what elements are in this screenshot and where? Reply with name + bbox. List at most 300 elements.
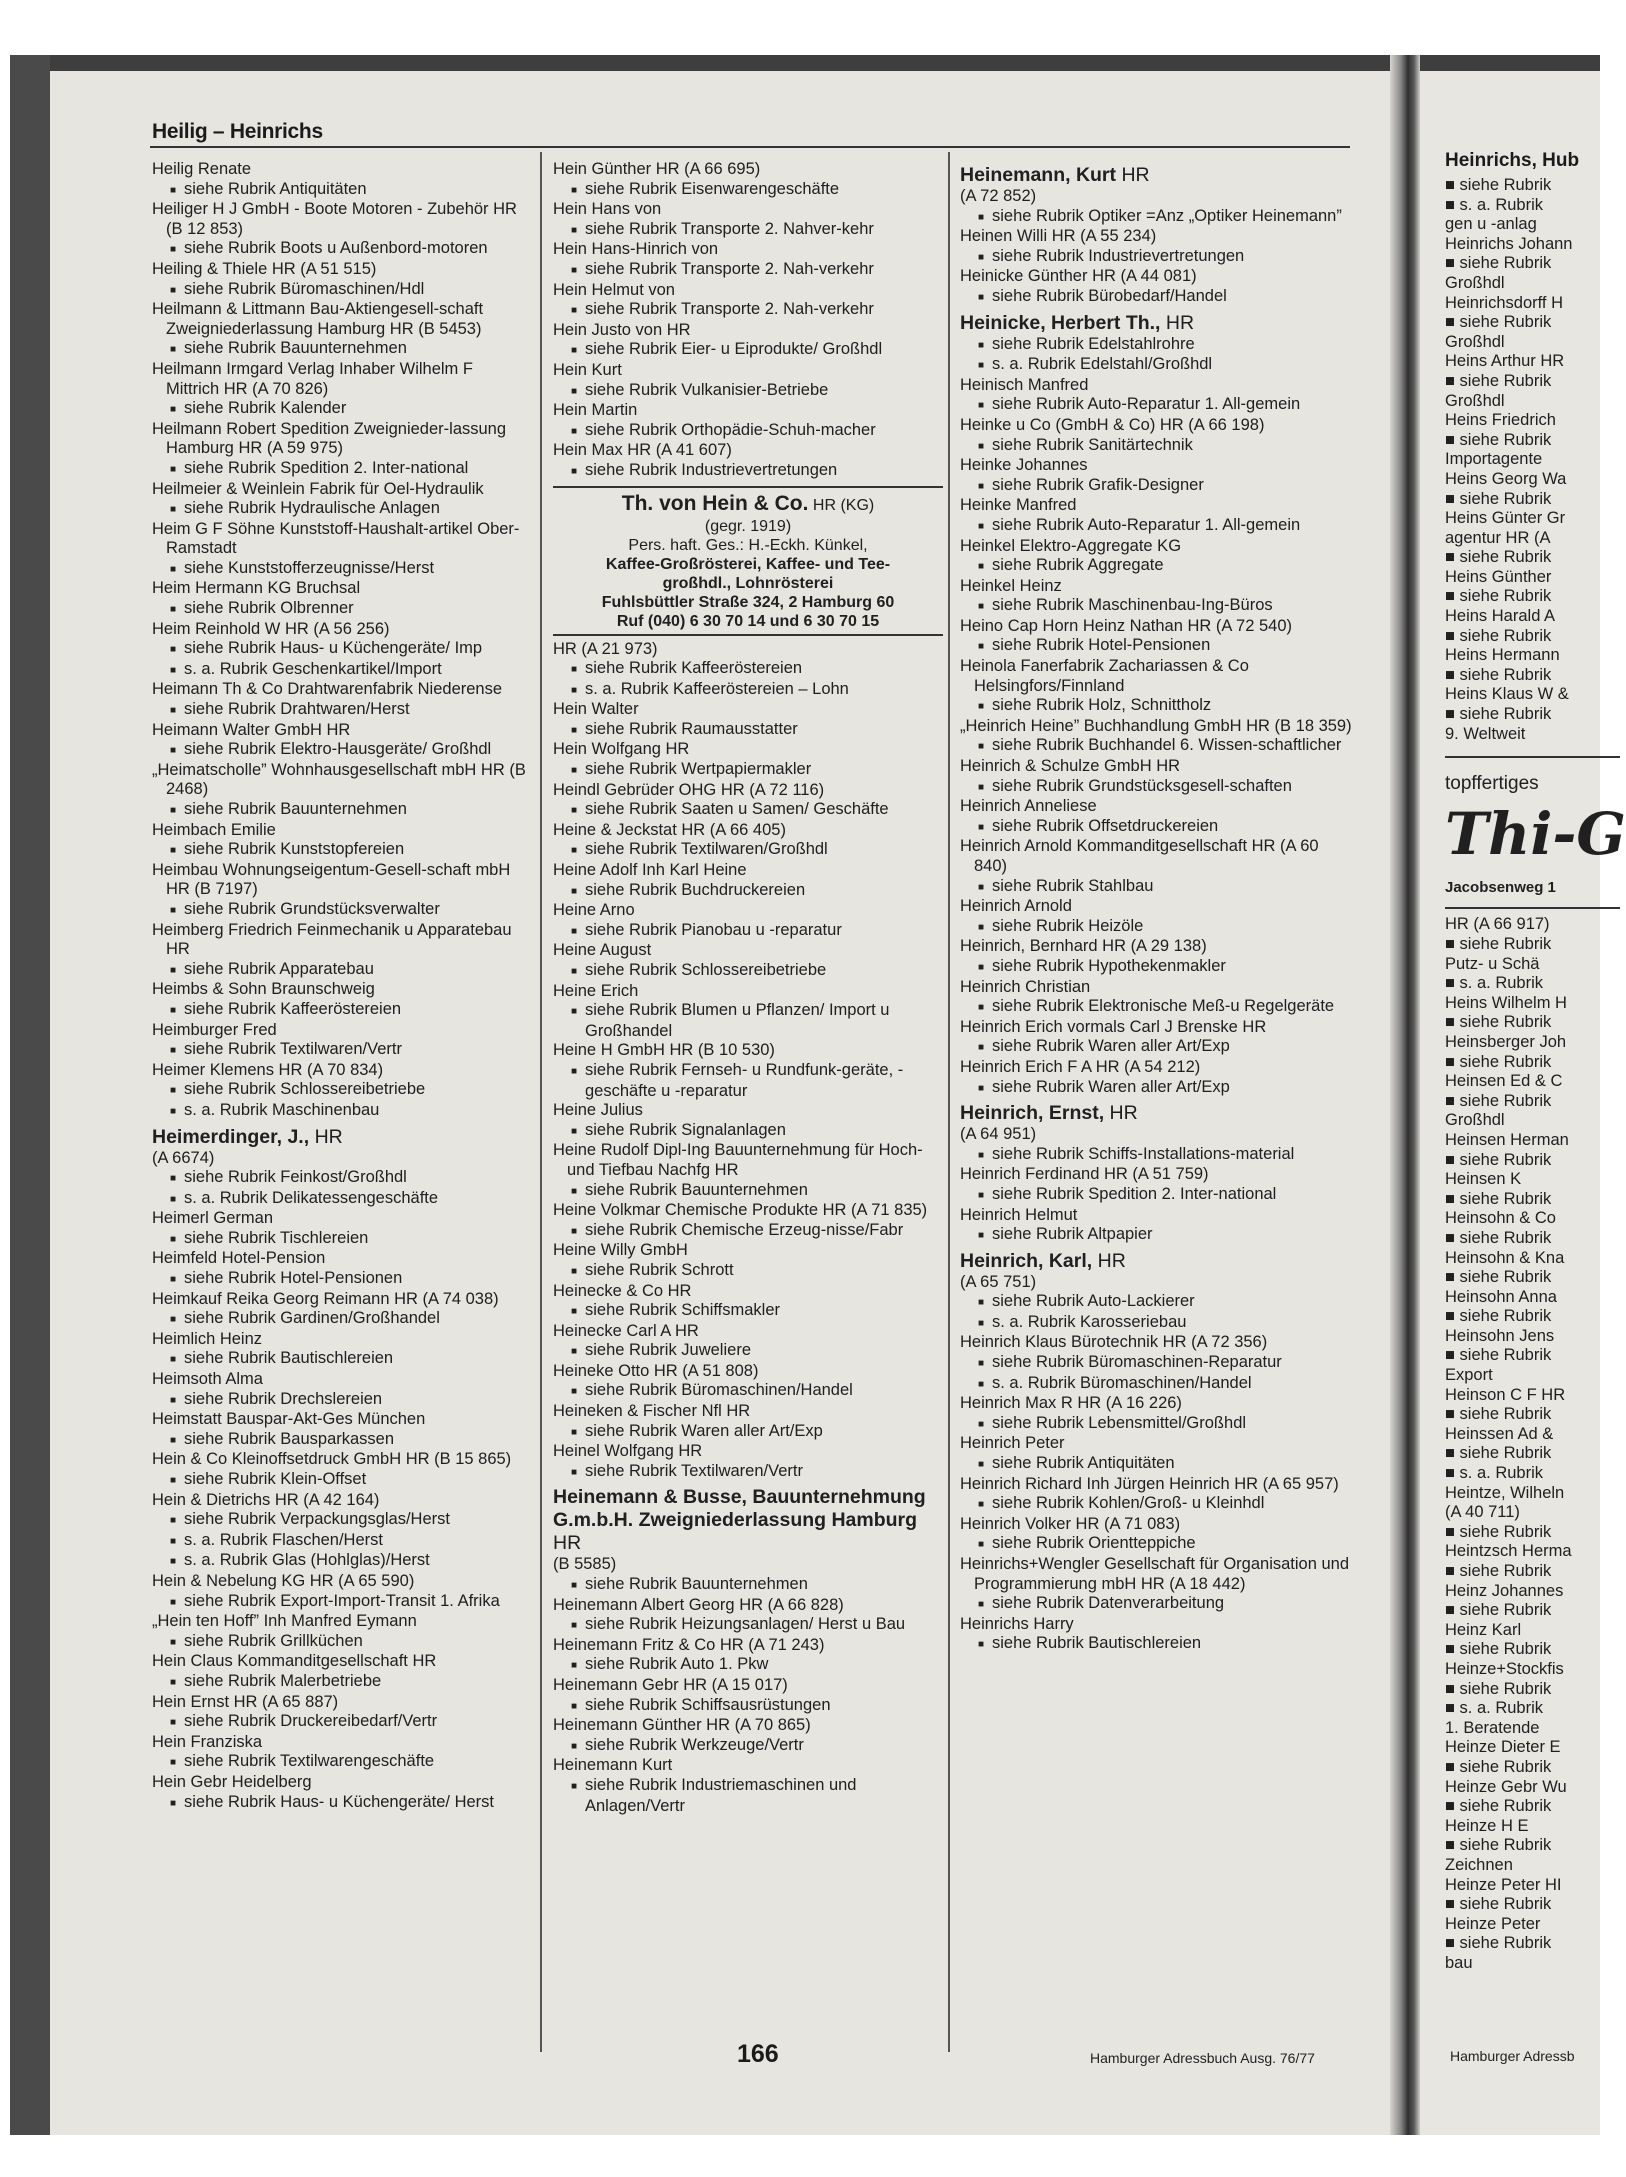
rubrik-reference: ■ s. a. Rubrik Delikatessengeschäfte <box>152 1189 528 1210</box>
rubrik-reference: ■ siehe Rubrik Kalender <box>152 399 528 420</box>
directory-entry: „Heimatscholle” Wohnhausgesellschaft mbH HR (B 2468) <box>152 760 526 799</box>
rubrik-reference: ■ siehe Rubrik Holz, Schnittholz <box>960 696 1355 717</box>
highlighted-entry <box>152 1126 528 1149</box>
directory-entry: Heiling & Thiele HR (A 51 515) <box>152 259 377 278</box>
right-page-line: Heinsohn & Kna <box>1445 1248 1565 1267</box>
rubrik-reference: ■ siehe Rubrik Bauunternehmen <box>152 339 528 360</box>
right-page-line: ■ s. a. Rubrik <box>1445 974 1543 993</box>
right-page-line: ■ s. a. Rubrik <box>1445 1699 1543 1718</box>
right-page-line: Heinsen K <box>1445 1170 1522 1189</box>
rubrik-reference: ■ siehe Rubrik Offsetdruckereien <box>960 817 1355 838</box>
right-page-line: 9. Weltweit <box>1445 724 1526 743</box>
right-page-line: ■ s. a. Rubrik <box>1445 195 1543 214</box>
ad-line: Pers. haft. Ges.: H.-Eckh. Künkel, <box>628 536 868 554</box>
rubrik-reference: ■ siehe Rubrik Transporte 2. Nahver-kehr <box>553 220 943 241</box>
right-page-line: ■ siehe Rubrik <box>1445 1052 1552 1071</box>
right-page-line: Heintze, Wilheln <box>1445 1483 1565 1502</box>
rubrik-reference: ■ siehe Rubrik Auto-Reparatur 1. All-gemein <box>960 516 1355 537</box>
directory-entry: Heinrich Arnold Kommanditgesellschaft HR (A 60 840) <box>960 837 1319 875</box>
rubrik-reference: ■ siehe Rubrik Elektronische Meß-u Regelgeräte <box>960 997 1355 1018</box>
book-spine <box>1390 55 1420 2135</box>
rubrik-reference: ■ siehe Rubrik Textilwarengeschäfte <box>152 1752 528 1773</box>
right-page-line: Heinsohn Jens <box>1445 1326 1555 1345</box>
directory-entry: Heimbau Wohnungseigentum-Gesell-schaft mbH HR (B 7197) <box>152 860 511 899</box>
right-page-line: ■ siehe Rubrik <box>1445 548 1552 567</box>
rubrik-reference: ■ s. a. Rubrik Geschenkartikel/Import <box>152 660 528 681</box>
right-page-line: ■ siehe Rubrik <box>1445 1679 1552 1698</box>
right-page-line: ■ siehe Rubrik <box>1445 176 1552 194</box>
directory-entry: Heinrich & Schulze GmbH HR <box>960 757 1181 776</box>
highlighted-entry-hr: HR <box>309 1125 343 1148</box>
rubrik-reference: ■ siehe Rubrik Pianobau u -reparatur <box>553 921 943 942</box>
right-page-footer: Hamburger Adressb <box>1450 2048 1575 2064</box>
right-page-line: gen u -anlag <box>1445 215 1537 234</box>
right-page-line: Heinz Johannes <box>1445 1581 1564 1600</box>
highlighted-entry-hr: HR <box>1116 164 1150 186</box>
directory-entry: Hein Kurt <box>553 360 622 379</box>
ad-line: Kaffee-Großrösterei, Kaffee- und Tee- <box>605 555 891 573</box>
right-page-line: Heinsohn & Co <box>1445 1209 1556 1228</box>
directory-entry: Heimfeld Hotel-Pension <box>152 1249 326 1268</box>
directory-entry: Hein Claus Kommanditgesellschaft HR <box>152 1652 437 1671</box>
right-page-top-list <box>1445 176 1620 744</box>
page-header-title: Heilig – Heinrichs <box>152 120 323 143</box>
rubrik-reference: ■ siehe Rubrik Olbrenner <box>152 599 528 620</box>
directory-entry: HR (A 21 973) <box>553 639 658 658</box>
rubrik-reference: ■ siehe Rubrik Gardinen/Großhandel <box>152 1309 528 1330</box>
right-page-line: Heins Klaus W & <box>1445 685 1569 704</box>
directory-entry: Heinisch Manfred <box>960 375 1089 394</box>
rubrik-reference: ■ siehe Rubrik Optiker =Anz „Optiker Heinemann” <box>960 207 1355 228</box>
rubrik-reference: ■ s. a. Rubrik Maschinenbau <box>152 1101 528 1122</box>
rubrik-reference: ■ siehe Rubrik Textilwaren/Großhdl <box>553 840 943 861</box>
right-page-line: Export <box>1445 1366 1493 1385</box>
rubrik-reference: ■ siehe Kunststofferzeugnisse/Herst <box>152 559 528 580</box>
rubrik-reference: ■ siehe Rubrik Vulkanisier-Betriebe <box>553 381 943 402</box>
right-page-line: HR (A 66 917) <box>1445 915 1550 934</box>
directory-column-2 <box>553 160 943 1816</box>
rubrik-reference: ■ siehe Rubrik Malerbetriebe <box>152 1672 528 1693</box>
directory-entry: Heilmann & Littmann Bau-Aktiengesell-schaft Zweigniederlassung Hamburg HR (B 5453) <box>152 300 484 338</box>
rubrik-reference: ■ siehe Rubrik Transporte 2. Nah-verkehr <box>553 300 943 321</box>
directory-entry: Heimkauf Reika Georg Reimann HR (A 74 038) <box>152 1289 499 1308</box>
rubrik-reference: ■ siehe Rubrik Haus- u Küchengeräte/ Imp <box>152 639 528 660</box>
right-page-line: Heinsberger Joh <box>1445 1032 1567 1051</box>
directory-entry: (A 65 751) <box>960 1272 1037 1291</box>
right-page-line: ■ siehe Rubrik <box>1445 935 1552 953</box>
directory-entry: Heinrichs+Wengler Gesellschaft für Organisation und Programmierung mbH HR (A 18 442) <box>960 1555 1350 1593</box>
rubrik-reference: ■ siehe Rubrik Saaten u Samen/ Geschäfte <box>553 800 943 821</box>
highlighted-entry-name: Heimerdinger, J., <box>152 1125 310 1148</box>
rubrik-reference: ■ siehe Rubrik Heizungsanlagen/ Herst u Bau <box>553 1615 943 1636</box>
rubrik-reference: ■ siehe Rubrik Heizöle <box>960 917 1355 938</box>
rubrik-reference: ■ s. a. Rubrik Kaffeeröstereien – Lohn <box>553 680 943 701</box>
rubrik-reference: ■ siehe Rubrik Büromaschinen/Handel <box>553 1381 943 1402</box>
rubrik-reference: ■ siehe Rubrik Wertpapiermakler <box>553 760 943 781</box>
rubrik-reference: ■ siehe Rubrik Grillküchen <box>152 1632 528 1653</box>
rubrik-reference: ■ siehe Rubrik Altpapier <box>960 1225 1355 1246</box>
rubrik-reference: ■ siehe Rubrik Edelstahlrohre <box>960 335 1355 356</box>
right-page-line: Heins Günter Gr <box>1445 509 1566 528</box>
right-page-line: ■ siehe Rubrik <box>1445 1307 1552 1326</box>
directory-entry: Heinke Johannes <box>960 456 1088 475</box>
right-page-line: Heinze Dieter E <box>1445 1738 1561 1757</box>
directory-entry: Heilmann Irmgard Verlag Inhaber Wilhelm F Mittrich HR (A 70 826) <box>152 359 473 398</box>
rubrik-reference: ■ siehe Rubrik Signalanlagen <box>553 1121 943 1142</box>
directory-entry: Heinrich, Bernhard HR (A 29 138) <box>960 937 1207 956</box>
directory-entry: Heinemann Kurt <box>553 1756 673 1775</box>
directory-entry: Heinola Fanerfabrik Zachariassen & Co Helsingfors/Finnland <box>960 657 1249 695</box>
rubrik-reference: ■ siehe Rubrik Schlossereibetriebe <box>553 961 943 982</box>
right-page-line: Heins Harald A <box>1445 607 1556 626</box>
rubrik-reference: ■ siehe Rubrik Industriemaschinen und Anlagen/Vertr <box>553 1776 943 1816</box>
rubrik-reference: ■ siehe Rubrik Orientteppiche <box>960 1534 1355 1555</box>
rubrik-reference: ■ siehe Rubrik Bauunternehmen <box>152 800 528 821</box>
rubrik-reference: ■ siehe Rubrik Schiffsausrüstungen <box>553 1696 943 1717</box>
directory-entry: Heinrich Christian <box>960 977 1091 996</box>
directory-entry: Heine & Jeckstat HR (A 66 405) <box>553 820 786 839</box>
directory-entry: Heinkel Heinz <box>960 576 1062 595</box>
column-separator <box>948 152 950 2052</box>
binder-edge-left <box>10 55 50 2135</box>
ad-line: Ruf (040) 6 30 70 14 und 6 30 70 15 <box>616 612 880 630</box>
directory-entry: Heine H GmbH HR (B 10 530) <box>553 1041 775 1060</box>
directory-entry: Heineken & Fischer Nfl HR <box>553 1402 751 1421</box>
highlighted-entry-hr: HR <box>553 1532 582 1555</box>
right-page-line: ■ siehe Rubrik <box>1445 1836 1552 1855</box>
ad-logo: Thi-G <box>1445 799 1626 868</box>
directory-entry: (A 64 951) <box>960 1125 1037 1144</box>
right-page-line: ■ siehe Rubrik <box>1445 1444 1552 1463</box>
rubrik-reference: ■ siehe Rubrik Waren aller Art/Exp <box>960 1078 1355 1099</box>
highlighted-entry-hr: HR <box>1104 1102 1138 1125</box>
ad-address: Jacobsenweg 1 <box>1445 878 1556 896</box>
rubrik-reference: ■ siehe Rubrik Büromaschinen/Hdl <box>152 280 528 301</box>
directory-entry: Heinrich Erich vormals Carl J Brenske HR <box>960 1017 1267 1036</box>
rubrik-reference: ■ siehe Rubrik Waren aller Art/Exp <box>960 1037 1355 1058</box>
right-page-line: Heinrichsdorff H <box>1445 293 1563 312</box>
directory-entry: Heinke Manfred <box>960 496 1077 515</box>
rubrik-reference: ■ siehe Rubrik Stahlbau <box>960 877 1355 898</box>
right-page-line: ■ siehe Rubrik <box>1445 489 1552 508</box>
rubrik-reference: ■ siehe Rubrik Antiquitäten <box>960 1454 1355 1475</box>
highlighted-entry-name: Heinemann, Kurt <box>960 164 1117 186</box>
rubrik-reference: ■ siehe Rubrik Grundstücksgesell-schaften <box>960 777 1355 798</box>
right-page-line: Heinze Peter <box>1445 1914 1541 1933</box>
right-page-line: ■ siehe Rubrik <box>1445 1405 1552 1424</box>
directory-entry: (A 6674) <box>152 1148 215 1167</box>
ad-company-name: Th. von Hein & Co. <box>621 491 809 515</box>
directory-entry: Heine Volkmar Chemische Produkte HR (A 71 835) <box>553 1201 928 1220</box>
highlighted-entry <box>960 312 1355 335</box>
directory-entry: Heimann Walter GmbH HR <box>152 720 351 739</box>
rubrik-reference: ■ siehe Rubrik Bausparkassen <box>152 1430 528 1451</box>
directory-entry: Heinrich Anneliese <box>960 797 1097 816</box>
rubrik-reference: ■ siehe Rubrik Juweliere <box>553 1341 943 1362</box>
directory-entry: Heinecke Carl A HR <box>553 1321 699 1340</box>
ad-company-hr: HR (KG) <box>808 496 875 514</box>
rubrik-reference: ■ siehe Rubrik Industrievertretungen <box>960 247 1355 268</box>
right-page-line: ■ siehe Rubrik <box>1445 371 1552 390</box>
rubrik-reference: ■ siehe Rubrik Elektro-Hausgeräte/ Großhdl <box>152 740 528 761</box>
rubrik-reference: ■ s. a. Rubrik Glas (Hohlglas)/Herst <box>152 1551 528 1572</box>
rubrik-reference: ■ siehe Rubrik Schiffs-Installations-material <box>960 1145 1355 1166</box>
right-page-line: 1. Beratende <box>1445 1718 1540 1737</box>
directory-entry: Heinen Willi HR (A 55 234) <box>960 227 1157 246</box>
right-page-column <box>1445 148 1626 1973</box>
rubrik-reference: ■ siehe Rubrik Klein-Offset <box>152 1470 528 1491</box>
right-page-bottom-list <box>1445 915 1620 1973</box>
directory-entry: Heinemann Fritz & Co HR (A 71 243) <box>553 1635 825 1654</box>
right-page-line: ■ siehe Rubrik <box>1445 1013 1552 1032</box>
highlighted-entry-hr: HR <box>1092 1249 1126 1272</box>
directory-entry: Heinrich Richard Inh Jürgen Heinrich HR (A 65 957) <box>960 1474 1339 1493</box>
right-page-line: Heinssen Ad & <box>1445 1424 1554 1443</box>
right-page-line: Heinsen Ed & C <box>1445 1072 1563 1091</box>
directory-entry: Heim Hermann KG Bruchsal <box>152 579 361 598</box>
rubrik-reference: ■ siehe Rubrik Lebensmittel/Großhdl <box>960 1414 1355 1435</box>
rubrik-reference: ■ siehe Rubrik Fernseh- u Rundfunk-geräte, -geschäfte u -reparatur <box>553 1061 943 1101</box>
rubrik-reference: ■ siehe Rubrik Export-Import-Transit 1. Afrika <box>152 1592 528 1613</box>
right-page-line: ■ siehe Rubrik <box>1445 1091 1552 1110</box>
right-page-line: Heins Hermann <box>1445 646 1560 665</box>
directory-entry: (B 5585) <box>553 1555 617 1574</box>
rubrik-reference: ■ siehe Rubrik Industrievertretungen <box>553 461 943 482</box>
directory-entry: Heimburger Fred <box>152 1020 277 1039</box>
right-page-line: ■ siehe Rubrik <box>1445 665 1552 684</box>
rubrik-reference: ■ siehe Rubrik Grafik-Designer <box>960 476 1355 497</box>
column-separator <box>540 152 542 2052</box>
rubrik-reference: ■ siehe Rubrik Auto 1. Pkw <box>553 1655 943 1676</box>
right-page-line: Großhdl <box>1445 273 1505 292</box>
ad-line: Fuhlsbüttler Straße 324, 2 Hamburg 60 <box>601 593 895 611</box>
right-page-line: Heinz Karl <box>1445 1620 1522 1639</box>
directory-entry: Hein & Nebelung KG HR (A 65 590) <box>152 1571 415 1590</box>
right-page-line: ■ siehe Rubrik <box>1445 1640 1552 1659</box>
directory-entry: Heimlich Heinz <box>152 1329 263 1348</box>
rubrik-reference: ■ siehe Rubrik Schiffsmakler <box>553 1301 943 1322</box>
directory-entry: Heimann Th & Co Drahtwarenfabrik Niederense <box>152 680 503 699</box>
directory-entry: Heimsoth Alma <box>152 1370 263 1389</box>
right-page-line: Heinze Gebr Wu <box>1445 1777 1567 1796</box>
right-page-line: Heins Günther <box>1445 567 1552 586</box>
right-page-line: Heins Wilhelm H <box>1445 993 1567 1012</box>
right-page-line: bau <box>1445 1953 1473 1972</box>
directory-entry: Heimstatt Bauspar-Akt-Ges München <box>152 1410 426 1429</box>
ad-text: topffertiges <box>1445 773 1539 795</box>
right-page-line: Großhdl <box>1445 391 1505 410</box>
right-page-line: ■ siehe Rubrik <box>1445 1601 1552 1620</box>
right-page-line: Zeichnen <box>1445 1855 1513 1874</box>
company-advertisement <box>553 486 943 636</box>
rubrik-reference: ■ siehe Rubrik Eier- u Eiprodukte/ Großhdl <box>553 340 943 361</box>
directory-entry: Hein Max HR (A 41 607) <box>553 441 732 460</box>
rubrik-reference: ■ siehe Rubrik Antiquitäten <box>152 180 528 201</box>
right-page-line: ■ siehe Rubrik <box>1445 1934 1552 1953</box>
directory-entry: Hein Hans von <box>553 200 662 219</box>
right-page-line: (A 40 711) <box>1445 1503 1520 1522</box>
right-page-line: ■ siehe Rubrik <box>1445 430 1552 449</box>
right-page-line: Heinze H E <box>1445 1816 1529 1835</box>
right-page-line: Heinze Peter HI <box>1445 1875 1562 1894</box>
highlighted-entry <box>960 1250 1355 1273</box>
highlighted-entry <box>960 164 1355 187</box>
rubrik-reference: ■ siehe Rubrik Buchhandel 6. Wissen-schaftlicher <box>960 736 1355 757</box>
right-page-line: Heins Georg Wa <box>1445 469 1567 488</box>
directory-entry: Heinrich Peter <box>960 1434 1065 1453</box>
directory-entry: Heimbs & Sohn Braunschweig <box>152 980 375 999</box>
rubrik-reference: ■ siehe Rubrik Datenverarbeitung <box>960 1594 1355 1615</box>
right-page-line: Heins Friedrich <box>1445 411 1556 430</box>
highlighted-entry-name: Heinemann & Busse, Bauunternehmung G.m.b.H. Zweigniederlassung Hamburg <box>553 1486 926 1532</box>
directory-entry: Heimer Klemens HR (A 70 834) <box>152 1060 384 1079</box>
rubrik-reference: ■ siehe Rubrik Buchdruckereien <box>553 881 943 902</box>
rubrik-reference: ■ siehe Rubrik Waren aller Art/Exp <box>553 1422 943 1443</box>
directory-entry: Hein Gebr Heidelberg <box>152 1772 312 1791</box>
directory-entry: Hein & Co Kleinoffsetdruck GmbH HR (B 15 865) <box>152 1450 512 1469</box>
directory-entry: Heinrich Erich F A HR (A 54 212) <box>960 1057 1201 1076</box>
directory-entry: „Heinrich Heine” Buchhandlung GmbH HR (B 18 359) <box>960 716 1352 735</box>
directory-entry: Heineke Otto HR (A 51 808) <box>553 1361 759 1380</box>
right-page-line: ■ siehe Rubrik <box>1445 1268 1552 1287</box>
directory-entry: Heinrich Max R HR (A 16 226) <box>960 1394 1182 1413</box>
rubrik-reference: ■ siehe Rubrik Bürobedarf/Handel <box>960 287 1355 308</box>
directory-entry: Heinkel Elektro-Aggregate KG <box>960 536 1182 555</box>
rubrik-reference: ■ siehe Rubrik Bauunternehmen <box>553 1575 943 1596</box>
directory-entry: Heimbach Emilie <box>152 820 276 839</box>
rubrik-reference: ■ s. a. Rubrik Karosseriebau <box>960 1313 1355 1334</box>
highlighted-entry-name: Heinrich, Ernst, <box>960 1102 1105 1125</box>
directory-entry: Hein Walter <box>553 700 639 719</box>
directory-entry: Hein Ernst HR (A 65 887) <box>152 1692 339 1711</box>
directory-column-3 <box>960 160 1355 1655</box>
right-page-line: Großhdl <box>1445 332 1505 351</box>
right-page-line: Heinson C F HR <box>1445 1385 1566 1404</box>
right-page-line: Heins Arthur HR <box>1445 352 1565 371</box>
right-page-line: ■ siehe Rubrik <box>1445 587 1552 606</box>
rubrik-reference: ■ siehe Rubrik Textilwaren/Vertr <box>553 1462 943 1483</box>
rubrik-reference: ■ siehe Rubrik Haus- u Küchengeräte/ Herst <box>152 1793 528 1814</box>
directory-entry: Heinel Wolfgang HR <box>553 1442 703 1461</box>
rubrik-reference: ■ siehe Rubrik Raumausstatter <box>553 720 943 741</box>
right-page-line: ■ siehe Rubrik <box>1445 1346 1552 1365</box>
right-page-line: Heinsohn Anna <box>1445 1287 1557 1306</box>
rubrik-reference: ■ siehe Rubrik Büromaschinen-Reparatur <box>960 1353 1355 1374</box>
right-page-line: Heintzsch Herma <box>1445 1542 1572 1561</box>
rubrik-reference: ■ siehe Rubrik Tischlereien <box>152 1229 528 1250</box>
directory-entry: Heinrich Ferdinand HR (A 51 759) <box>960 1165 1209 1184</box>
directory-entry: Heino Cap Horn Heinz Nathan HR (A 72 540) <box>960 616 1293 635</box>
rubrik-reference: ■ siehe Rubrik Chemische Erzeug-nisse/Fabr <box>553 1221 943 1242</box>
ad-line: (gegr. 1919) <box>704 517 792 535</box>
rubrik-reference: ■ siehe Rubrik Drahtwaren/Herst <box>152 700 528 721</box>
right-page-line: ■ siehe Rubrik <box>1445 1895 1552 1914</box>
right-page-line: Heinrichs Johann <box>1445 234 1573 253</box>
rubrik-reference: ■ siehe Rubrik Spedition 2. Inter-national <box>152 459 528 480</box>
directory-entry: Hein Helmut von <box>553 280 675 299</box>
directory-entry: Heilmeier & Weinlein Fabrik für Oel-Hydraulik <box>152 479 484 498</box>
rubrik-reference: ■ siehe Rubrik Schrott <box>553 1261 943 1282</box>
rubrik-reference: ■ siehe Rubrik Apparatebau <box>152 960 528 981</box>
right-page-line: ■ siehe Rubrik <box>1445 1757 1552 1776</box>
directory-entry: Heiliger H J GmbH - Boote Motoren - Zubehör HR (B 12 853) <box>152 200 517 238</box>
rubrik-reference: ■ siehe Rubrik Spedition 2. Inter-national <box>960 1185 1355 1206</box>
directory-entry: Hein Martin <box>553 401 638 420</box>
right-page-line: ■ siehe Rubrik <box>1445 254 1552 273</box>
ad-name-line <box>553 491 943 517</box>
highlighted-entry-name: Heinrich, Karl, <box>960 1249 1093 1272</box>
directory-entry: Heinemann Gebr HR (A 15 017) <box>553 1676 788 1694</box>
header-rule <box>150 146 1350 148</box>
directory-entry: Heine Erich <box>553 981 639 1000</box>
rubrik-reference: ■ siehe Rubrik Hydraulische Anlagen <box>152 499 528 520</box>
rubrik-reference: ■ siehe Rubrik Auto-Reparatur 1. All-gemein <box>960 395 1355 416</box>
directory-entry: Heinemann Albert Georg HR (A 66 828) <box>553 1595 844 1614</box>
directory-entry: Heine August <box>553 941 652 960</box>
rubrik-reference: ■ siehe Rubrik Grundstücksverwalter <box>152 900 528 921</box>
right-page-line: ■ siehe Rubrik <box>1445 1228 1552 1247</box>
rubrik-reference: ■ siehe Rubrik Blumen u Pflanzen/ Import u Großhandel <box>553 1001 943 1041</box>
directory-entry: Heinrich Volker HR (A 71 083) <box>960 1514 1181 1533</box>
right-page-line: ■ siehe Rubrik <box>1445 313 1552 332</box>
directory-entry: Heilmann Robert Spedition Zweignieder-lassung Hamburg HR (A 59 975) <box>152 419 507 458</box>
rubrik-reference: ■ siehe Rubrik Kohlen/Groß- u Kleinhdl <box>960 1494 1355 1515</box>
right-page-line: ■ siehe Rubrik <box>1445 626 1552 645</box>
directory-entry: Hein Franziska <box>152 1732 263 1751</box>
directory-entry: (A 72 852) <box>960 187 1037 205</box>
directory-entry: Heine Julius <box>553 1101 643 1120</box>
directory-entry: Heimerl German <box>152 1209 274 1228</box>
rubrik-reference: ■ siehe Rubrik Eisenwarengeschäfte <box>553 180 943 201</box>
rubrik-reference: ■ siehe Rubrik Hotel-Pensionen <box>152 1269 528 1290</box>
directory-entry: Heim Reinhold W HR (A 56 256) <box>152 619 390 638</box>
rubrik-reference: ■ siehe Rubrik Bautischlereien <box>960 1634 1355 1655</box>
rubrik-reference: ■ siehe Rubrik Transporte 2. Nah-verkehr <box>553 260 943 281</box>
directory-entry: Heinrich Klaus Bürotechnik HR (A 72 356) <box>960 1333 1268 1352</box>
rubrik-reference: ■ siehe Rubrik Auto-Lackierer <box>960 1292 1355 1313</box>
rubrik-reference: ■ siehe Rubrik Werkzeuge/Vertr <box>553 1736 943 1757</box>
rubrik-reference: ■ siehe Rubrik Orthopädie-Schuh-macher <box>553 421 943 442</box>
rubrik-reference: ■ s. a. Rubrik Flaschen/Herst <box>152 1531 528 1552</box>
rubrik-reference: ■ siehe Rubrik Kunststopfereien <box>152 840 528 861</box>
directory-entry: Hein & Dietrichs HR (A 42 164) <box>152 1490 380 1509</box>
right-page-line: Heinsen Herman <box>1445 1130 1569 1149</box>
binder-edge-top <box>10 55 1600 71</box>
rubrik-reference: ■ siehe Rubrik Maschinenbau-Ing-Büros <box>960 596 1355 617</box>
right-page-line: Großhdl <box>1445 1111 1505 1130</box>
right-page-line: Heinze+Stockfis <box>1445 1659 1564 1678</box>
rubrik-reference: ■ siehe Rubrik Bauunternehmen <box>553 1181 943 1202</box>
directory-entry: Heimberg Friedrich Feinmechanik u Apparatebau HR <box>152 920 512 959</box>
rubrik-reference: ■ siehe Rubrik Feinkost/Großhdl <box>152 1168 528 1189</box>
directory-entry: Heine Arno <box>553 901 635 920</box>
directory-entry: Heinrichs Harry <box>960 1614 1074 1633</box>
directory-entry: Hein Justo von HR <box>553 320 691 339</box>
rubrik-reference: ■ siehe Rubrik Kaffeeröstereien <box>553 659 943 680</box>
directory-entry: Hein Günther HR (A 66 695) <box>553 160 761 178</box>
right-page-line: Putz- u Schä <box>1445 954 1540 973</box>
rubrik-reference: ■ siehe Rubrik Sanitärtechnik <box>960 436 1355 457</box>
directory-entry: Heinicke Günther HR (A 44 081) <box>960 267 1197 286</box>
directory-entry: Heinecke & Co HR <box>553 1281 692 1300</box>
rubrik-reference: ■ siehe Rubrik Boots u Außenbord-motoren <box>152 239 528 260</box>
right-page-line: ■ siehe Rubrik <box>1445 1522 1552 1541</box>
footer-source: Hamburger Adressbuch Ausg. 76/77 <box>1090 2050 1315 2066</box>
directory-entry: Heindl Gebrüder OHG HR (A 72 116) <box>553 780 825 799</box>
rubrik-reference: ■ s. a. Rubrik Edelstahl/Großhdl <box>960 355 1355 376</box>
directory-entry: Heine Rudolf Dipl-Ing Bauunternehmung für Hoch- und Tiefbau Nachfg HR <box>553 1141 923 1179</box>
directory-entry: Heinrich Arnold <box>960 897 1072 916</box>
